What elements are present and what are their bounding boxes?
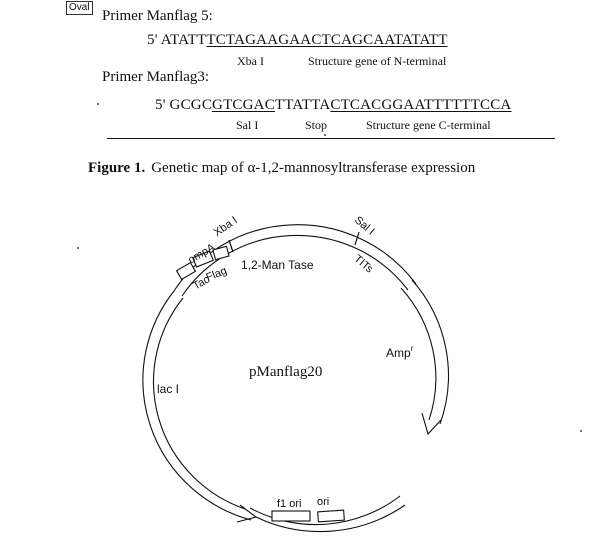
f1ori-box <box>272 511 310 521</box>
figure-title-post: -1,2-mannosyltransferase expression <box>255 160 476 176</box>
primer5-label: Primer Manflag 5: <box>102 8 213 24</box>
primer5-xba-annotation: Xba I <box>237 54 264 68</box>
flag-box <box>213 246 229 259</box>
amp-text: Amp <box>386 346 411 360</box>
amp-arrow-head <box>422 413 441 434</box>
tits-label: TITs <box>351 252 376 276</box>
ompa-label: ompA <box>186 241 218 267</box>
primer3-prefix: 5' GCGC <box>155 97 213 113</box>
amp-superscript: r <box>410 344 414 353</box>
man-tase-label: 1,2-Man Tase <box>241 258 314 272</box>
tac-label: Tac <box>190 273 212 293</box>
primer3-stop-seq: TTATTA <box>274 97 331 113</box>
primer5-xba-site: TCTAGA <box>206 32 268 48</box>
primer3-label: Primer Manflag3: <box>102 69 210 85</box>
ori-box <box>318 510 345 522</box>
xba-tick <box>229 240 233 252</box>
primer3-sal-annotation: Sal I <box>236 118 259 132</box>
figure-title-pre: Genetic map of <box>151 160 248 176</box>
primer5-structure-seq: AGAACTCAGCAATATATT <box>267 32 448 48</box>
f1ori-label: f1 ori <box>277 498 302 510</box>
primer3-structure-annotation: Structure gene C-terminal <box>366 118 491 132</box>
primer3-stop-annotation: Stop <box>305 118 328 132</box>
sal-label: Sal I <box>352 214 377 238</box>
flag-label: Flag <box>204 264 229 284</box>
amp-arrow-outer <box>412 280 448 424</box>
figure-number: Figure 1. <box>88 160 146 176</box>
primer3-sal-site: GTCGAC <box>212 97 275 113</box>
xba-label: Xba I <box>211 214 240 239</box>
oval-badge: Oval <box>66 1 93 15</box>
sal-tick <box>355 232 359 245</box>
primer5-structure-annotation: Structure gene of N-terminal <box>308 54 447 68</box>
laci-arrow-outer <box>143 291 251 520</box>
ori-label: ori <box>317 496 330 508</box>
amp-label <box>386 344 414 360</box>
primer5-prefix: 5' ATATT <box>147 32 207 48</box>
laci-label: lac I <box>157 382 180 396</box>
alpha-symbol: α <box>247 160 256 176</box>
laci-arrow-inner <box>154 298 245 509</box>
plasmid-name: pManflag20 <box>249 364 323 380</box>
primer3-structure-seq: CTCACGGAATTTTTTCCA <box>330 97 512 113</box>
